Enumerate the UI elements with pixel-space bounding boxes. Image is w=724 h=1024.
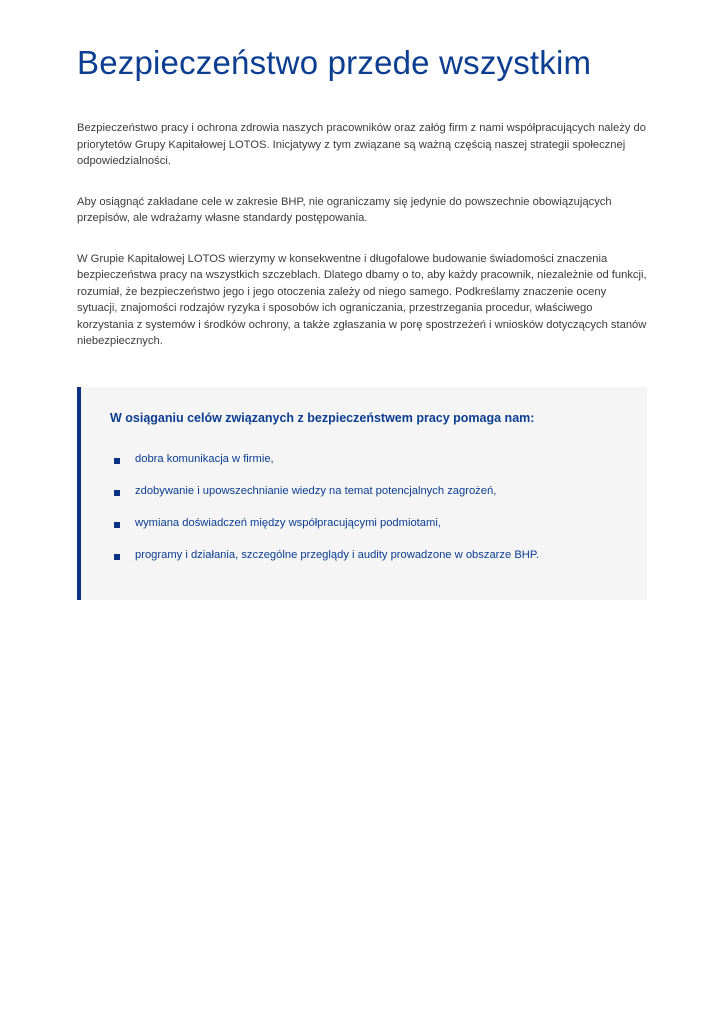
list-item-text: wymiana doświadczeń między współpracującymi podmiotami, xyxy=(135,517,441,529)
square-bullet-icon xyxy=(114,490,120,496)
bullet-list xyxy=(114,451,539,579)
list-item-text: zdobywanie i upowszechnianie wiedzy na temat potencjalnych zagrożeń, xyxy=(135,485,497,497)
paragraph-standards: Aby osiągnąć zakładane cele w zakresie BHP, nie ograniczamy się jedynie do powszechnie obowiązujących przepisów, ale wdrażamy własne standardy postępowania. xyxy=(77,195,612,224)
list-item-text: dobra komunikacja w firmie, xyxy=(135,453,274,465)
square-bullet-icon xyxy=(114,458,120,464)
square-bullet-icon xyxy=(114,554,120,560)
list-item xyxy=(114,547,539,579)
callout-box xyxy=(77,387,647,600)
list-item xyxy=(114,483,539,515)
page-title: Bezpieczeństwo przede wszystkim xyxy=(77,44,592,81)
list-item-text: programy i działania, szczególne przeglądy i audity prowadzone w obszarze BHP. xyxy=(135,549,539,561)
body-text xyxy=(77,120,647,374)
list-item xyxy=(114,451,539,483)
callout-heading: W osiąganiu celów związanych z bezpieczeństwem pracy pomaga nam: xyxy=(110,411,535,425)
paragraph-intro: Bezpieczeństwo pracy i ochrona zdrowia naszych pracowników oraz załóg firm z nami współpracujących należy do priorytetów Grupy Kapitałowej LOTOS. Inicjatywy z tym związane są ważną częścią naszej strategii społecznej odpowiedzialności. xyxy=(77,122,646,167)
paragraph-awareness: W Grupie Kapitałowej LOTOS wierzymy w konsekwentne i długofalowe budowanie świadomości znaczenia bezpieczeństwa pracy na wszystkich szczeblach. Dlatego dbamy o to, aby każdy pracownik, niezależnie od funkcji, rozumiał, że bezpieczeństwo jego i jego otoczenia zależy od niego samego. Podkreślamy znaczenie oceny sytuacji, znajomości rodzajów ryzyka i sposobów ich ograniczania, przestrzegania procedur, właściwego korzystania z systemów i środków ochrony, a także zgłaszania w porę spostrzeżeń i wniosków dotyczących stanów niebezpiecznych. xyxy=(77,252,647,347)
list-item xyxy=(114,515,539,547)
square-bullet-icon xyxy=(114,522,120,528)
